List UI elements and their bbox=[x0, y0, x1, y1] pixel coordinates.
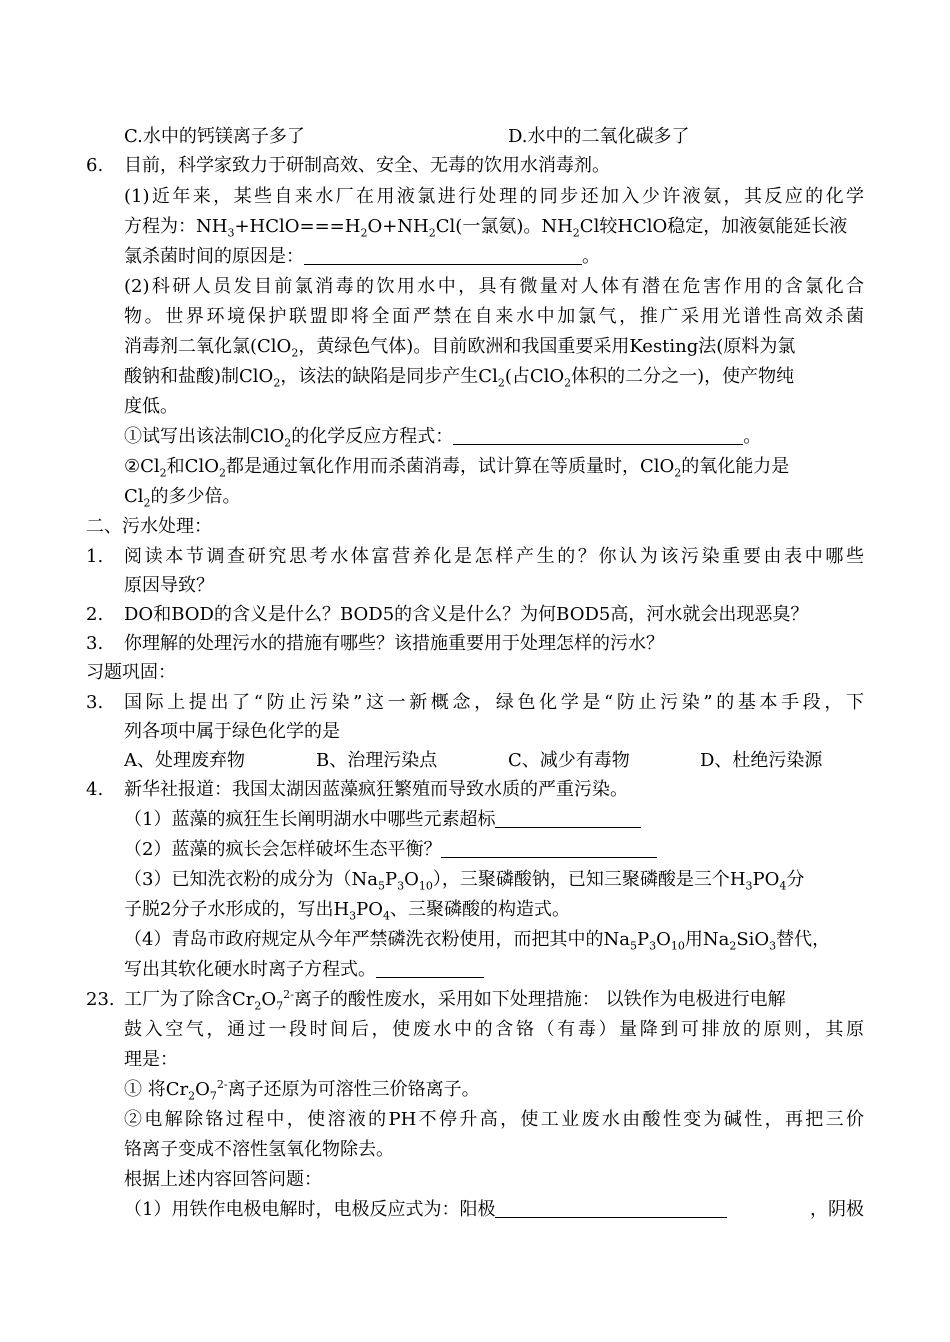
ex-q23-part1: （1）用铁作电极电解时，电极反应式为：阳极 ，阴极 bbox=[124, 1199, 864, 1220]
q6-sub2-line1: $②Cl_2$和ClO$_2$都是通过氧化作用而杀菌消毒，试计算在等质量时，ClO$_2$的氧化能力是 bbox=[124, 456, 790, 480]
exercises-title: 习题巩固： bbox=[86, 662, 176, 683]
ex-q3-option-b: B、治理污染点 bbox=[316, 750, 438, 771]
section2-item1-number: 1. bbox=[86, 546, 104, 567]
ex-q4-part2: （2）蓝藻的疯长会怎样破坏生态平衡？ bbox=[124, 835, 657, 864]
ex-q4-number: 4. bbox=[86, 779, 104, 800]
answer-blank[interactable] bbox=[495, 1197, 727, 1218]
ex-q23-line2: 鼓入空气，通过一段时间后，使废水中的含铬（有毒）量降到可排放的原则，其原 bbox=[124, 1019, 864, 1040]
ex-q23-line1: 工厂为了除含$Cr_2O_7^{2-}$离子的酸性废水，采用如下处理措施： 以铁作为电极进行电解 bbox=[124, 988, 786, 1013]
q5-option-d: D.水中的二氧化碳多了 bbox=[508, 126, 690, 147]
ex-q4-part3-line1: （3）已知洗衣粉的成分为$(Na_5P_3O_{10})$，三聚磷酸钠，已知三聚磷酸是三个$H_3PO_4$分 bbox=[124, 869, 805, 893]
section2-item2-number: 2. bbox=[86, 604, 104, 625]
answer-blank[interactable] bbox=[376, 957, 484, 978]
q6-part2-line2: 物。世界环境保护联盟即将全面严禁在自来水中加氯气，推广采用光谱性高效杀菌 bbox=[124, 306, 864, 327]
ex-q3-option-d: D、杜绝污染源 bbox=[700, 750, 823, 771]
ex-q23-ask: 根据上述内容回答问题： bbox=[124, 1169, 322, 1190]
answer-blank[interactable] bbox=[304, 244, 582, 265]
ex-q3-line2: 列各项中属于绿色化学的是 bbox=[124, 721, 340, 742]
q6-part2-line4: 酸钠和盐酸)制ClO$_2$，该法的缺陷是同步产生$Cl_2$(占ClO$_2$体积的二分之一)，使产物纯 bbox=[124, 366, 795, 390]
section2-item2: DO和BOD的含义是什么？BOD5的含义是什么？为何BOD5高，河水就会出现恶臭？ bbox=[124, 604, 809, 625]
q6-sub2-line2: $Cl_2$的多少倍。 bbox=[124, 486, 241, 510]
section2-item3-number: 3. bbox=[86, 633, 104, 654]
ex-q23-point1: ① 将$Cr_2O_7^{2-}$离子还原为可溶性三价铬离子。 bbox=[124, 1078, 480, 1103]
q6-number: 6. bbox=[86, 155, 104, 176]
ex-q23-number: 23. bbox=[86, 989, 115, 1010]
q6-part1-line1: (1)近年来，某些自来水厂在用液氯进行处理的同步还加入少许液氨，其反应的化学 bbox=[124, 186, 864, 207]
section2-item1-line2: 原因导致？ bbox=[124, 575, 214, 596]
ex-q3-option-a: A、处理废弃物 bbox=[124, 750, 245, 771]
ex-q4-part3-line2: 子脱2分子水形成的，写出$H_3PO_4$、三聚磷酸的构造式。 bbox=[124, 899, 571, 923]
ex-q23-line3: 理是： bbox=[124, 1049, 178, 1070]
answer-blank[interactable] bbox=[453, 424, 743, 445]
ex-q3-line1: 国际上提出了“防止污染”这一新概念，绿色化学是“防止污染”的基本手段，下 bbox=[124, 692, 864, 713]
q6-part2-line5: 度低。 bbox=[124, 396, 178, 417]
ex-q3-option-c: C、减少有毒物 bbox=[508, 750, 630, 771]
q6-sub1: ①试写出该法制ClO$_2$的化学反应方程式： 。 bbox=[124, 426, 762, 450]
q6-part2-line1: (2)科研人员发目前氯消毒的饮用水中，具有微量对人体有潜在危害作用的含氯化合 bbox=[124, 276, 864, 297]
answer-blank[interactable] bbox=[495, 807, 641, 828]
q5-option-c: C.水中的钙镁离子多了 bbox=[124, 126, 305, 147]
ex-q4-part1: （1）蓝藻的疯狂生长阐明湖水中哪些元素超标 bbox=[124, 805, 641, 834]
ex-q3-number: 3. bbox=[86, 692, 104, 713]
section2-item3: 你理解的处理污水的措施有哪些？该措施重要用于处理怎样的污水？ bbox=[124, 633, 664, 654]
ex-q4-stem: 新华社报道：我国太湖因蓝藻疯狂繁殖而导致水质的严重污染。 bbox=[124, 779, 628, 800]
ex-q23-point2-line2: 铬离子变成不溶性氢氧化物除去。 bbox=[124, 1139, 394, 1160]
q6-stem: 目前，科学家致力于研制高效、安全、无毒的饮用水消毒剂。 bbox=[124, 155, 610, 176]
q6-part2-line3: 消毒剂二氧化氯(ClO$_2$，黄绿色气体)。目前欧洲和我国重要采用Kesting法(原料为氯 bbox=[124, 336, 796, 360]
q6-part1-line3: 氯杀菌时间的原因是： 。 bbox=[124, 246, 600, 267]
ex-q4-part4-line1: （4）青岛市政府规定从今年严禁磷洗衣粉使用，而把其中的$Na_5P_3O_{10}$用$Na_2SiO_3$替代， bbox=[124, 929, 831, 953]
q6-part1-line2: 方程为：$NH_3+HClO===H_2O+NH_2Cl$(一氯氨)。$NH_2Cl$较HClO稳定，加液氨能延长液 bbox=[124, 216, 848, 240]
ex-q4-part4-line2: 写出其软化硬水时离子方程式。 bbox=[124, 955, 484, 984]
section2-item1-line1: 阅读本节调查研究思考水体富营养化是怎样产生的？你认为该污染重要由表中哪些 bbox=[124, 546, 864, 567]
answer-blank[interactable] bbox=[441, 837, 657, 858]
ex-q23-point2-line1: ②电解除铬过程中，使溶液的PH不停升高，使工业废水由酸性变为碱性，再把三价 bbox=[124, 1109, 864, 1130]
section2-title: 二、污水处理： bbox=[86, 516, 212, 537]
